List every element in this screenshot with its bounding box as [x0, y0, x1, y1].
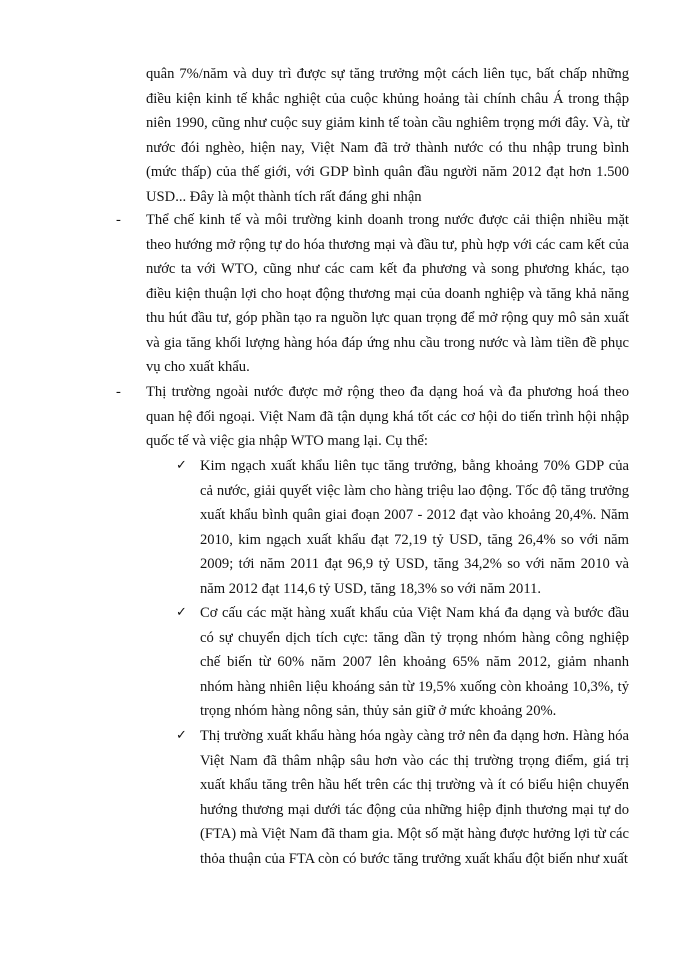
dash-bullet-marker: - [116, 384, 121, 400]
bullet-item-economic-institutions [116, 208, 629, 380]
checkmark-icon: ✓ [176, 605, 187, 620]
check-item-export-turnover [176, 454, 629, 601]
check-item-export-markets [176, 724, 629, 871]
check-item-text: Cơ cấu các mặt hàng xuất khẩu của Việt Nam khá đa dạng và bước đầu có sự chuyển dịch tích cực: tăng dần tỷ trọng nhóm hàng công nghiệp chế biến từ 60% năm 2007 lên khoảng 65% năm 2012, giảm nhanh nhóm hàng nhiên liệu khoáng sản từ 19,5% xuống còn khoảng 10,3%, tỷ trọng nhóm hàng nông sản, thủy sản giữ ở mức khoảng 20%. [200, 605, 629, 719]
dash-bullet-marker: - [116, 212, 121, 228]
checkmark-icon: ✓ [176, 458, 187, 473]
bullet-item-foreign-markets [116, 380, 629, 454]
bullet-text: Thị trường ngoài nước được mở rộng theo đa dạng hoá và đa phương hoá theo quan hệ đối ngoại. Việt Nam đã tận dụng khá tốt các cơ hội do tiến trình hội nhập quốc tế và việc gia nhập WTO mang lại. Cụ thể: [146, 384, 629, 449]
bullet-text: Thể chế kinh tế và môi trường kinh doanh trong nước được cải thiện nhiều mặt theo hướng mở rộng tự do hóa thương mại và đầu tư, phù hợp với các cam kết của nước ta với WTO, cũng như các cam kết đa phương và song phương khác, tạo điều kiện thuận lợi cho hoạt động thương mại của doanh nghiệp và tăng khả năng thu hút đầu tư, góp phần tạo ra nguồn lực quan trọng để mở rộng quy mô sản xuất và gia tăng khối lượng hàng hóa đáp ứng nhu cầu trong nước và làm tiền đề phục vụ cho xuất khẩu. [146, 212, 629, 375]
check-item-text: Kim ngạch xuất khẩu liên tục tăng trưởng, bằng khoảng 70% GDP của cả nước, giải quyết việc làm cho hàng triệu lao động. Tốc độ tăng trưởng xuất khẩu bình quân giai đoạn 2007 - 2012 đạt vào khoảng 20,4%. Năm 2010, kim ngạch xuất khẩu đạt 72,19 tỷ USD, tăng 26,4% so với năm 2009; tới năm 2011 đạt 96,9 tỷ USD, tăng 34,2% so với năm 2010 và năm 2012 đạt 114,6 tỷ USD, tăng 18,3% so với năm 2011. [200, 458, 629, 597]
checkmark-icon: ✓ [176, 728, 187, 743]
intro-paragraph: quân 7%/năm và duy trì được sự tăng trưởng một cách liên tục, bất chấp những điều kiện kinh tế khắc nghiệt của cuộc khủng hoảng tài chính châu Á trong thập niên 1990, cũng như cuộc suy giảm kinh tế toàn cầu nghiêm trọng mới đây. Và, từ nước đói nghèo, hiện nay, Việt Nam đã trở thành nước có thu nhập trung bình (mức thấp) của thế giới, với GDP bình quân đầu người năm 2012 đạt hơn 1.500 USD... Đây là một thành tích rất đáng ghi nhận [146, 66, 629, 205]
check-item-text: Thị trường xuất khẩu hàng hóa ngày càng trở nên đa dạng hơn. Hàng hóa Việt Nam đã thâm nhập sâu hơn vào các thị trường trọng điểm, giá trị xuất khẩu tăng trên hầu hết trên các thị trường và ít có biểu hiện chuyển hướng thương mại dưới tác động của những hiệp định thương mại tự do (FTA) mà Việt Nam đã tham gia. Một số mặt hàng được hưởng lợi từ các thỏa thuận của FTA còn có bước tăng trưởng xuất khẩu đột biến như xuất [200, 728, 629, 867]
check-item-export-structure [176, 601, 629, 724]
